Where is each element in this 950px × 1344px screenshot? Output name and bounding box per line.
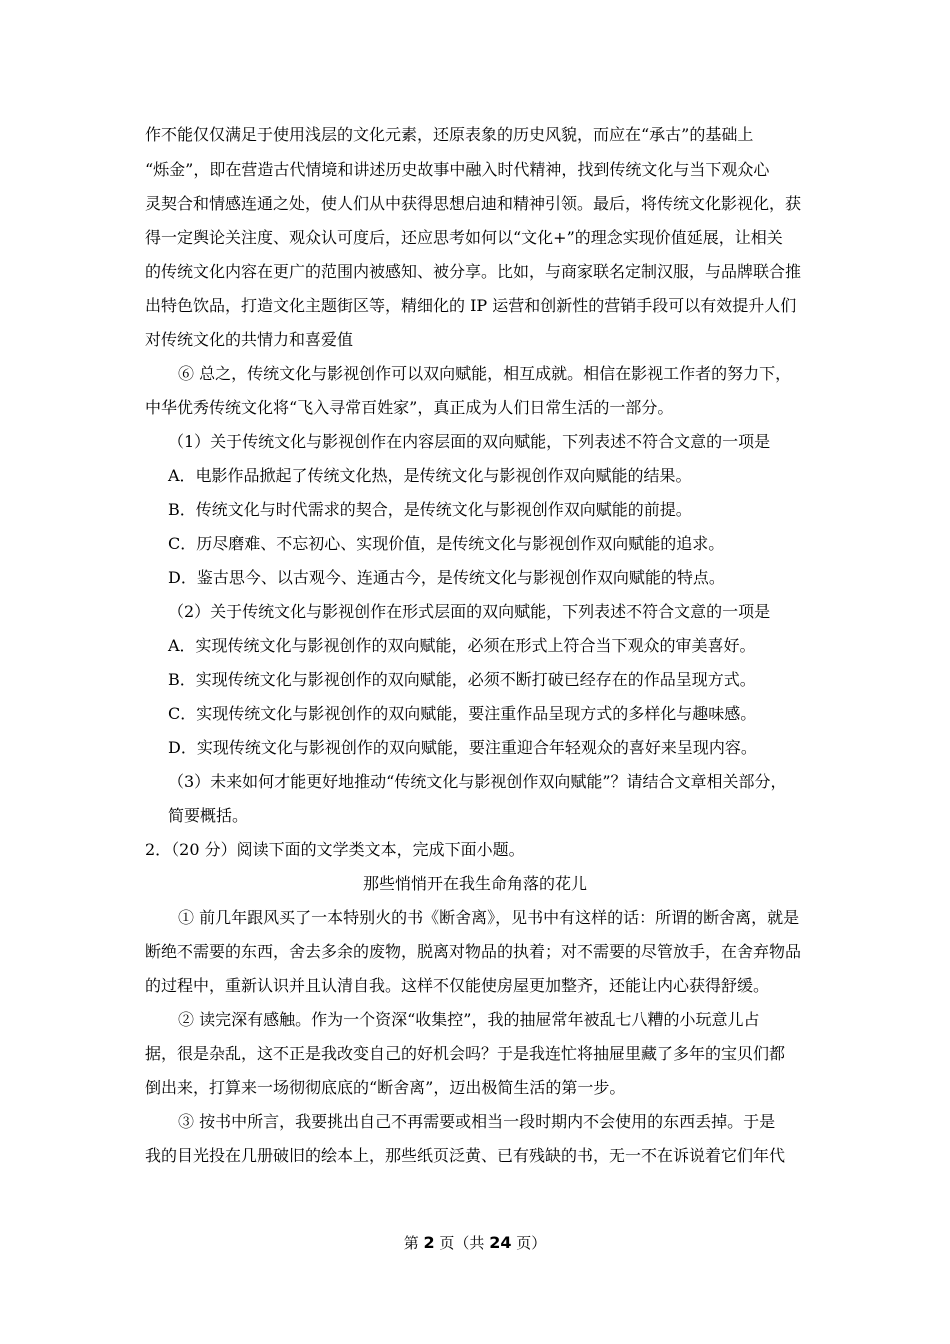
text-line: 据，很是杂乱，这不正是我改变自己的好机会吗？于是我连忙将抽屉里藏了多年的宝贝们都 [145, 1044, 786, 1063]
question-1-option-a: A．电影作品掀起了传统文化热，是传统文化与影视创作双向赋能的结果。 [168, 466, 692, 485]
question-1-option-c: C．历尽磨难、不忘初心、实现价值，是传统文化与影视创作双向赋能的追求。 [168, 534, 725, 553]
text-line: 作不能仅仅满足于使用浅层的文化元素，还原表象的历史风貌，而应在“承古”的基础上 [145, 125, 754, 144]
question-3: （3）未来如何才能更好地推动“传统文化与影视创作双向赋能”？请结合文章相关部分， [168, 772, 787, 791]
page-footer [0, 1232, 950, 1253]
page-number: 2 [423, 1233, 435, 1252]
paragraph-1-start: ① 前几年跟风买了一本特别火的书《断舍离》，见书中有这样的话：所谓的断舍离，就是 [178, 908, 800, 927]
text-line: 对传统文化的共情力和喜爱值 [145, 330, 354, 349]
text-line: 得一定舆论关注度、观众认可度后，还应思考如何以“文化+”的理念实现价值延展，让相关 [145, 228, 783, 247]
footer-prefix: 第 [403, 1234, 419, 1252]
footer-middle: 页（共 [439, 1234, 485, 1252]
footer-suffix: 页） [516, 1234, 547, 1252]
question-3-continued: 简要概括。 [168, 806, 249, 825]
question-1: （1）关于传统文化与影视创作在内容层面的双向赋能，下列表述不符合文意的一项是 [168, 432, 771, 451]
article-title: 那些悄悄开在我生命角落的花儿 [362, 874, 587, 893]
total-pages: 24 [489, 1233, 512, 1252]
question-2-option-b: B．实现传统文化与影视创作的双向赋能，必须不断打破已经存在的作品呈现方式。 [168, 670, 756, 689]
text-line: 的传统文化内容在更广的范围内被感知、被分享。比如，与商家联名定制汉服，与品牌联合推 [145, 262, 802, 281]
question-1-option-d: D．鉴古思今、以古观今、连通古今，是传统文化与影视创作双向赋能的特点。 [168, 568, 725, 587]
text-line: “烁金”，即在营造古代情境和讲述历史故事中融入时代精神，找到传统文化与当下观众心 [145, 160, 770, 179]
text-line: 我的目光投在几册破旧的绘本上，那些纸页泛黄、已有残缺的书，无一不在诉说着它们年代 [145, 1146, 786, 1165]
text-line: 出特色饮品，打造文化主题街区等，精细化的 IP 运营和创新性的营销手段可以有效提升人们 [145, 296, 797, 315]
question-2: （2）关于传统文化与影视创作在形式层面的双向赋能，下列表述不符合文意的一项是 [168, 602, 771, 621]
question-2-option-c: C．实现传统文化与影视创作的双向赋能，要注重作品呈现方式的多样化与趣味感。 [168, 704, 757, 723]
question-1-option-b: B．传统文化与时代需求的契合，是传统文化与影视创作双向赋能的前提。 [168, 500, 692, 519]
text-line: 断绝不需要的东西，舍去多余的废物，脱离对物品的执着；对不需要的尽管放手，在舍弃物品 [145, 942, 802, 961]
question-2-option-d: D．实现传统文化与影视创作的双向赋能，要注重迎合年轻观众的喜好来呈现内容。 [168, 738, 757, 757]
paragraph-3-start: ③ 按书中所言，我要挑出自己不再需要或相当一段时期内不会使用的东西丢掉。于是 [178, 1112, 776, 1131]
text-line: 倒出来，打算来一场彻彻底底的“断舍离”，迈出极简生活的第一步。 [145, 1078, 626, 1097]
paragraph-6-start: ⑥ 总之，传统文化与影视创作可以双向赋能，相互成就。相信在影视工作者的努力下， [178, 364, 792, 383]
text-line: 的过程中，重新认识并且认清自我。这样不仅能使房屋更加整齐，还能让内心获得舒缓。 [145, 976, 770, 995]
question-2-option-a: A．实现传统文化与影视创作的双向赋能，必须在形式上符合当下观众的审美喜好。 [168, 636, 756, 655]
section-2-heading: 2．（20 分）阅读下面的文学类文本，完成下面小题。 [145, 840, 525, 859]
text-line: 中华优秀传统文化将“飞入寻常百姓家”，真正成为人们日常生活的一部分。 [145, 398, 674, 417]
text-line: 灵契合和情感连通之处，使人们从中获得思想启迪和精神引领。最后，将传统文化影视化，获 [145, 194, 802, 213]
paragraph-2-start: ② 读完深有感触。作为一个资深“收集控”，我的抽屉常年被乱七八糟的小玩意儿占 [178, 1010, 760, 1029]
